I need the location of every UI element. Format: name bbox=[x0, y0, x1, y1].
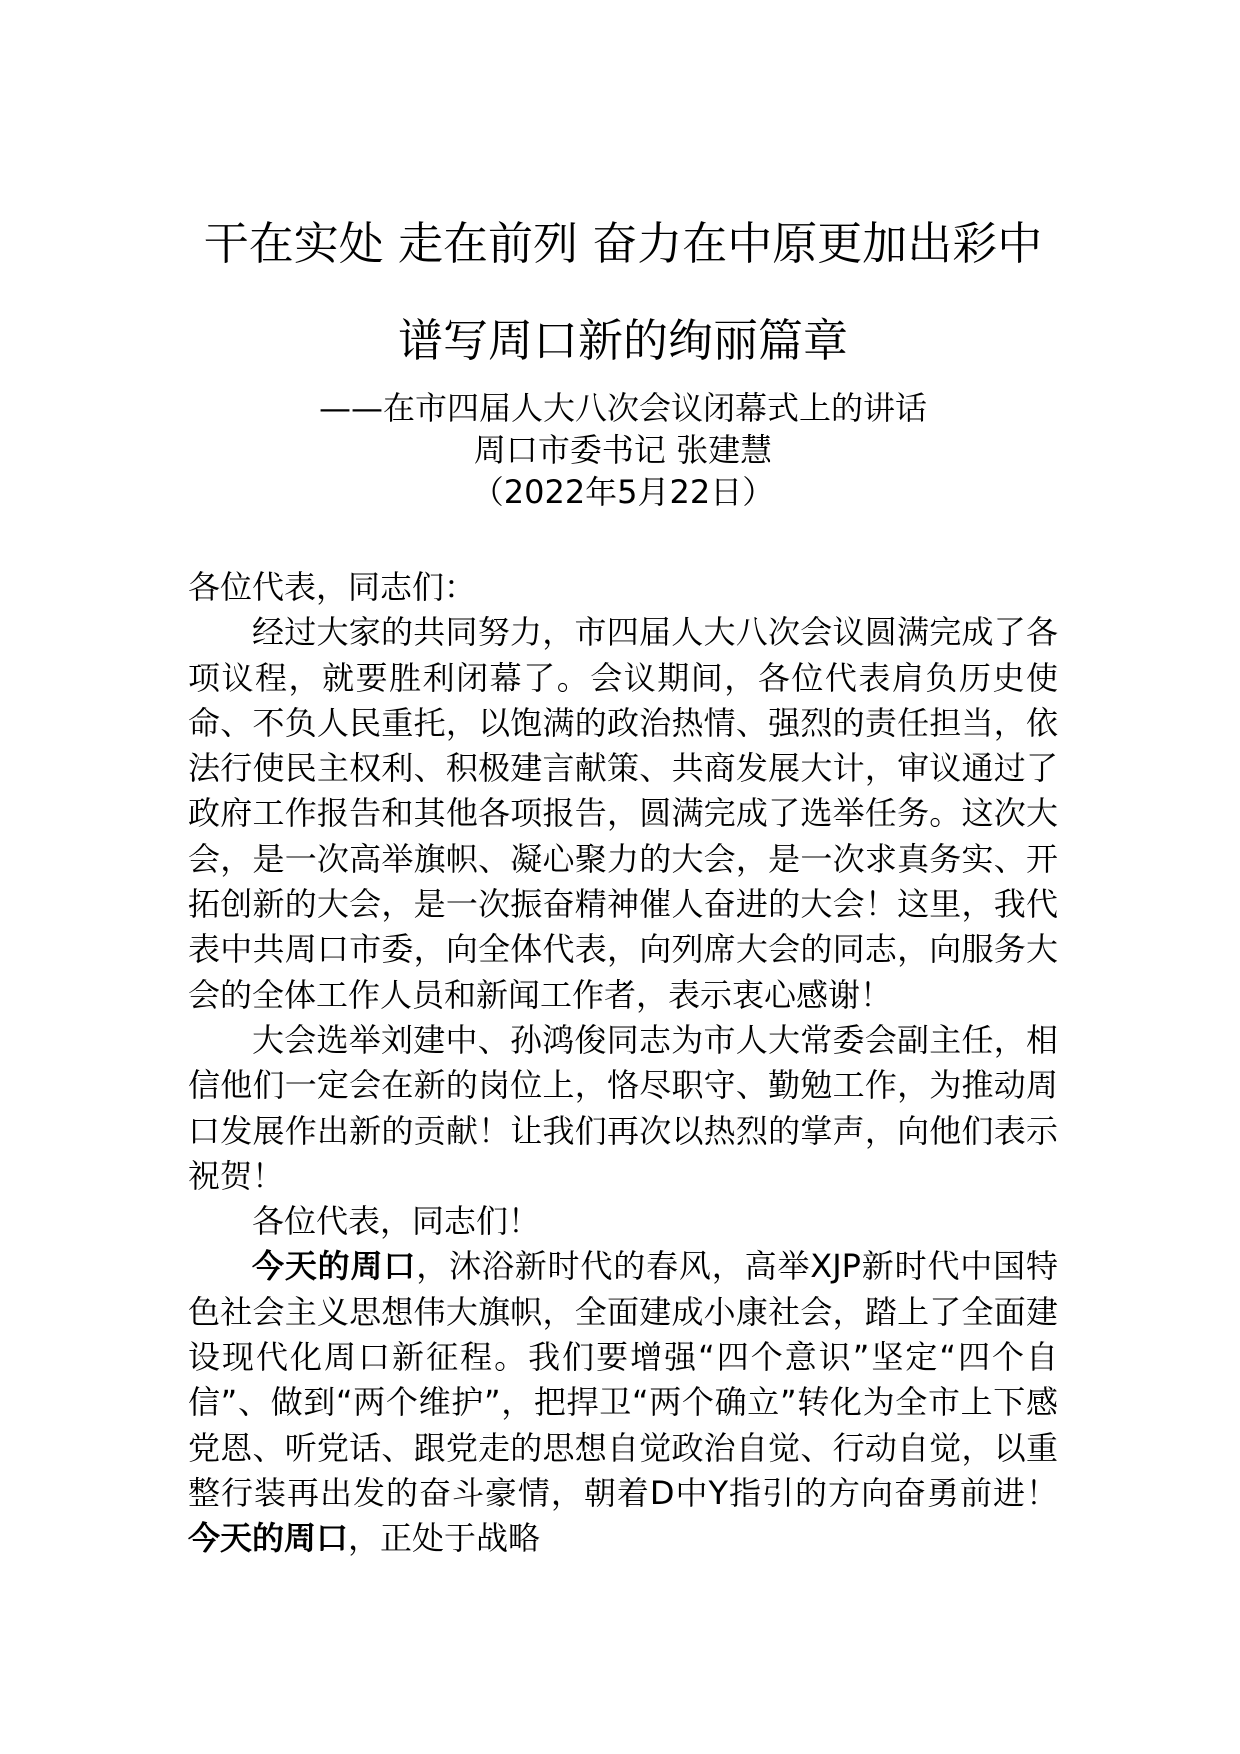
title-line-2: 谱写周口新的绚丽篇章 bbox=[397, 314, 848, 367]
paragraph-3: 各位代表，同志们！ bbox=[252, 1202, 541, 1241]
paragraph-4 bbox=[188, 1244, 1058, 1561]
paragraph-4-text-1: ，沐浴新时代的春风，高举XJP新时代中国特色社会主义思想伟大旗帜，全面建成小康社会，踏上了全面建设现代化周口新征程。我们要增强“四个意识”坚定“四个自信”、做到“两个维护”，把捍卫“两个确立”转化为全市上下感党恩、听党话、跟党走的思想自觉政治自觉、行动自觉，以重整行装再出发的奋斗豪情，朝着D中Y指引的方向奋勇前进！ bbox=[188, 1247, 1058, 1512]
emphasis-today-zhoukou-1: 今天的周口 bbox=[252, 1247, 417, 1286]
paragraph-1: 经过大家的共同努力，市四届人大八次会议圆满完成了各项议程，就要胜利闭幕了。会议期间，各位代表肩负历史使命、不负人民重托，以饱满的政治热情、强烈的责任担当，依法行使民主权利、积极建言献策、共商发展大计，审议通过了政府工作报告和其他各项报告，圆满完成了选举任务。这次大会，是一次高举旗帜、凝心聚力的大会，是一次求真务实、开拓创新的大会，是一次振奋精神催人奋进的大会！这里，我代表中共周口市委，向全体代表，向列席大会的同志，向服务大会的全体工作人员和新闻工作者，表示衷心感谢！ bbox=[188, 613, 1058, 1014]
title-line-1: 干在实处 走在前列 奋力在中原更加出彩中 bbox=[203, 217, 1043, 270]
paragraph-2: 大会选举刘建中、孙鸿俊同志为市人大常委会副主任，相信他们一定会在新的岗位上，恪尽职守、勤勉工作，为推动周口发展作出新的贡献！让我们再次以热烈的掌声，向他们表示祝贺！ bbox=[188, 1020, 1058, 1195]
subtitle: ——在市四届人大八次会议闭幕式上的讲话 bbox=[318, 389, 927, 427]
speech-body bbox=[188, 565, 1058, 1562]
salutation: 各位代表，同志们： bbox=[188, 568, 477, 606]
paragraph-4-text-2: ，正处于战略 bbox=[348, 1519, 541, 1558]
document-page bbox=[188, 218, 1058, 1562]
emphasis-today-zhoukou-2: 今天的周口 bbox=[188, 1519, 349, 1558]
date-line: （2022年5月22日） bbox=[471, 473, 775, 511]
speaker-line: 周口市委书记 张建慧 bbox=[473, 431, 773, 469]
